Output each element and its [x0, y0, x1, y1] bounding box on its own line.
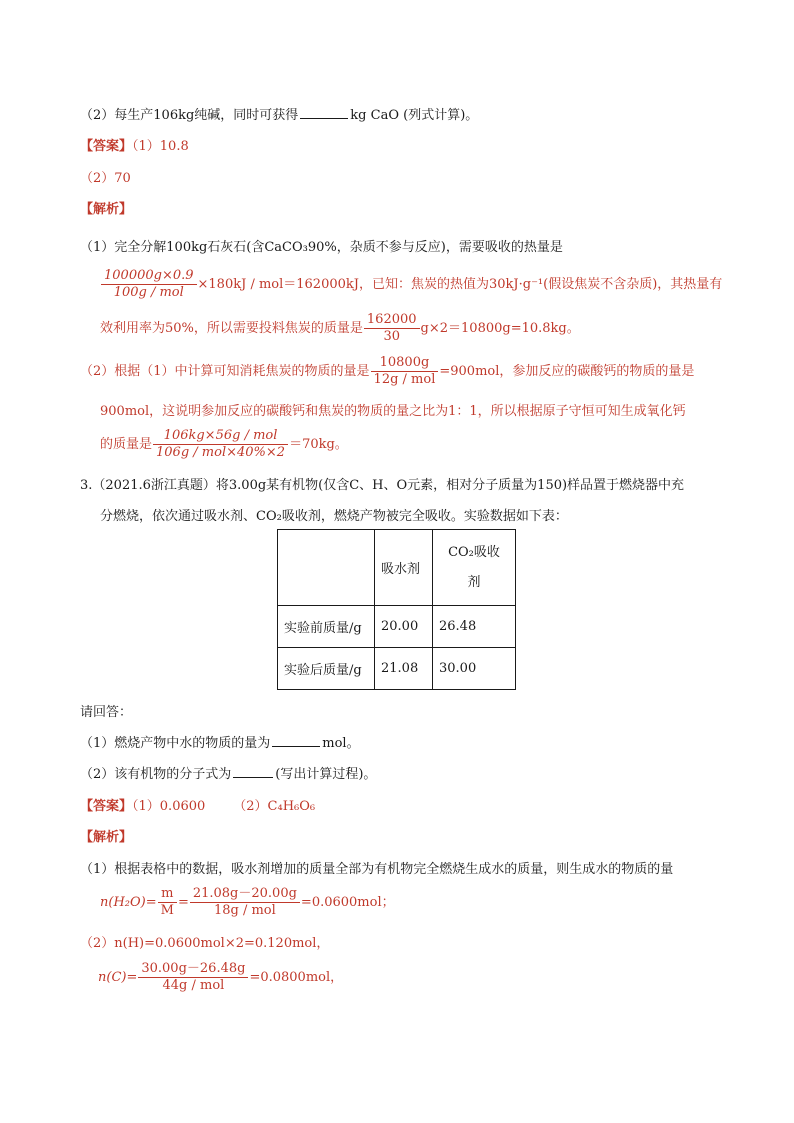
equation-text: =900mol，参加反应的碳酸钙的物质的量是 — [439, 364, 695, 379]
fraction — [101, 268, 197, 301]
solution-equation — [100, 428, 348, 461]
question-text: mol。 — [322, 736, 360, 751]
question-3-stem: 3.（2021.6浙江真题）将3.00g某有机物(仅含C、H、O元素，相对分子质量为150)样品置于燃烧器中充 — [80, 478, 685, 493]
equation-text: 的质量是 — [100, 437, 153, 452]
denominator: 44g / mol — [162, 978, 225, 993]
prompt-text: 请回答： — [80, 705, 133, 720]
equation-text: ＝70kg。 — [289, 437, 348, 452]
answer-blank — [300, 106, 348, 119]
equation-text: ×180kJ / mol＝162000kJ，已知：焦炭的热值为30kJ·g⁻¹(假设焦炭不含杂质)，其热量有 — [197, 277, 723, 292]
answer-blank — [233, 765, 273, 778]
answer-part-1: （1）0.0600 — [132, 799, 206, 814]
experiment-data-table — [277, 529, 516, 690]
fraction — [158, 886, 177, 919]
header-text: CO₂吸收 — [448, 544, 500, 560]
numerator: 10800g — [371, 355, 439, 372]
denominator: 12g / mol — [373, 372, 436, 387]
table-corner-cell — [278, 530, 375, 606]
analysis-label: 【解析】 — [80, 202, 133, 217]
solution-text: 900mol，这说明参加反应的碳酸钙和焦炭的物质的量之比为1：1，所以根据原子守恒可知生成氧化钙 — [100, 404, 686, 419]
numerator: 21.08g－20.00g — [190, 886, 300, 903]
equation-text: =0.0600mol； — [300, 895, 395, 910]
denominator: 106g / mol×40%×2 — [156, 445, 286, 460]
numerator: 162000 — [364, 312, 420, 329]
question-3-stem: 分燃烧，依次通过吸水剂、CO₂吸收剂，燃烧产物被完全吸收。实验数据如下表： — [100, 509, 568, 524]
fraction — [138, 961, 248, 994]
answer-part-2: （2）70 — [80, 171, 131, 186]
equation-text: 效利用率为50%，所以需要投料焦炭的质量是 — [100, 321, 363, 336]
question-3-part-1 — [80, 732, 360, 751]
header-text: 剂 — [467, 574, 481, 590]
solution-text: （1）根据表格中的数据，吸水剂增加的质量全部为有机物完全燃烧生成水的质量，则生成水的物质的量 — [80, 862, 674, 877]
question-text: （2）该有机物的分子式为 — [80, 767, 232, 782]
answer-blank — [272, 734, 320, 747]
numerator: 100000g×0.9 — [101, 268, 197, 285]
table-row — [278, 648, 516, 690]
equation-text: n(H₂O)= — [100, 895, 157, 910]
fraction — [190, 886, 300, 919]
numerator: m — [158, 886, 177, 903]
equation-text: g×2＝10800g=10.8kg。 — [420, 321, 580, 336]
denominator: M — [160, 903, 174, 918]
table-cell: 21.08 — [375, 648, 433, 690]
table-header-row — [278, 530, 516, 606]
row-label: 实验后质量/g — [278, 648, 375, 690]
fraction — [364, 312, 420, 345]
answer-line — [80, 135, 189, 154]
question-2-part-2 — [80, 104, 478, 123]
table-cell: 26.48 — [433, 606, 516, 648]
table-cell: 30.00 — [433, 648, 516, 690]
question-text: （1）燃烧产物中水的物质的量为 — [80, 736, 271, 751]
solution-equation — [100, 268, 722, 301]
answer-label: 【答案】 — [80, 799, 133, 814]
equation-text: （2）根据（1）中计算可知消耗焦炭的物质的量是 — [80, 364, 370, 379]
answer-part-1: （1）10.8 — [132, 139, 189, 154]
answer-part-2: （2）C₄H₆O₆ — [233, 799, 316, 814]
question-text: (写出计算过程)。 — [275, 767, 377, 782]
table-cell: 20.00 — [375, 606, 433, 648]
denominator: 100g / mol — [113, 285, 184, 300]
table-header-cell: 吸水剂 — [375, 530, 433, 606]
equation-text: = — [177, 895, 189, 910]
solution-equation — [98, 961, 343, 994]
fraction — [153, 428, 288, 461]
numerator: 106kg×56g / mol — [153, 428, 288, 445]
solution-text: （2）n(H)=0.0600mol×2=0.120mol， — [80, 936, 330, 951]
question-text: （2）每生产106kg纯碱，同时可获得 — [80, 108, 299, 123]
solution-equation — [100, 886, 395, 919]
question-3-part-2 — [80, 763, 376, 782]
table-row — [278, 606, 516, 648]
numerator: 30.00g－26.48g — [138, 961, 248, 978]
answer-label: 【答案】 — [80, 139, 133, 154]
solution-text: （1）完全分解100kg石灰石(含CaCO₃90%，杂质不参与反应)，需要吸收的热量是 — [80, 240, 563, 255]
equation-text: =0.0800mol， — [249, 970, 344, 985]
equation-text: n(C)= — [98, 970, 138, 985]
row-label: 实验前质量/g — [278, 606, 375, 648]
solution-equation — [100, 312, 580, 345]
fraction — [371, 355, 439, 388]
analysis-label: 【解析】 — [80, 830, 133, 845]
question-text: kg CaO (列式计算)。 — [350, 108, 479, 123]
table-header-cell — [433, 530, 516, 606]
solution-equation — [80, 355, 694, 388]
answer-line — [80, 795, 315, 814]
denominator: 18g / mol — [213, 903, 276, 918]
denominator: 30 — [383, 329, 400, 344]
